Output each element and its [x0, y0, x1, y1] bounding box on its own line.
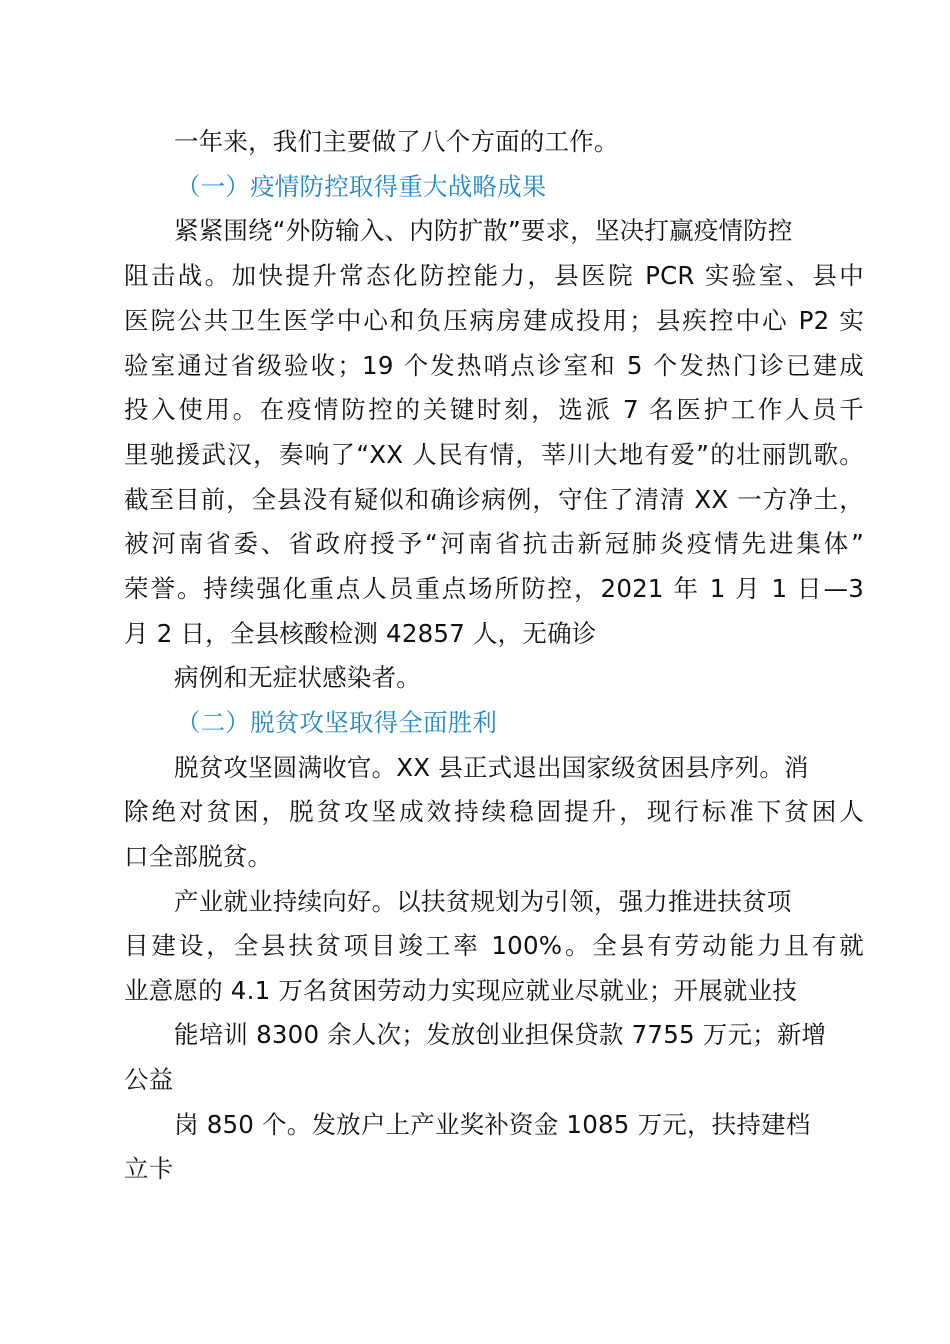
- paragraph-line: 截至目前，全县没有疑似和确诊病例，守住了清清 XX 一方净土，: [124, 485, 864, 514]
- paragraph-line: 阻击战。加快提升常态化防控能力，县医院 PCR 实验室、县中: [124, 261, 864, 290]
- paragraph-line: 荣誉。持续强化重点人员重点场所防控，2021 年 1 月 1 日—3: [124, 574, 864, 603]
- paragraph-line: 脱贫攻坚圆满收官。XX 县正式退出国家级贫困县序列。消: [174, 753, 809, 782]
- section-heading-2: （二）脱贫攻坚取得全面胜利: [176, 708, 498, 737]
- paragraph-line: 投入使用。在疫情防控的关键时刻，选派 7 名医护工作人员千: [124, 395, 864, 424]
- paragraph-line: 能培训 8300 余人次；发放创业担保贷款 7755 万元；新增: [174, 1020, 827, 1049]
- paragraph-line: 业意愿的 4.1 万名贫困劳动力实现应就业尽就业；开展就业技: [124, 976, 798, 1005]
- paragraph-line: 公益: [124, 1065, 174, 1094]
- paragraph-line: 医院公共卫生医学中心和负压病房建成投用；县疾控中心 P2 实: [124, 306, 864, 335]
- paragraph-line: 被河南省委、省政府授予“河南省抗击新冠肺炎疫情先进集体”: [124, 529, 864, 558]
- paragraph-line: 立卡: [124, 1154, 174, 1183]
- paragraph-line: 岗 850 个。发放户上产业奖补资金 1085 万元，扶持建档: [174, 1110, 811, 1139]
- paragraph-line: 里驰援武汉，奏响了“XX 人民有情，莘川大地有爱”的壮丽凯歌。: [124, 440, 864, 469]
- paragraph-line: 紧紧围绕“外防输入、内防扩散”要求，坚决打赢疫情防控: [174, 216, 793, 245]
- paragraph-line: 目建设，全县扶贫项目竣工率 100%。全县有劳动能力且有就: [124, 931, 864, 960]
- paragraph-line: 除绝对贫困，脱贫攻坚成效持续稳固提升，现行标准下贫困人: [124, 797, 864, 826]
- paragraph-intro: 一年来，我们主要做了八个方面的工作。: [174, 127, 619, 156]
- section-heading-1: （一）疫情防控取得重大战略成果: [176, 172, 547, 201]
- paragraph-line: 口全部脱贫。: [124, 842, 273, 871]
- paragraph-line: 验室通过省级验收；19 个发热哨点诊室和 5 个发热门诊已建成: [124, 351, 864, 380]
- paragraph-line: 月 2 日，全县核酸检测 42857 人，无确诊: [124, 619, 597, 648]
- paragraph-line: 病例和无症状感染者。: [174, 663, 421, 692]
- paragraph-line: 产业就业持续向好。以扶贫规划为引领，强力推进扶贫项: [174, 887, 792, 916]
